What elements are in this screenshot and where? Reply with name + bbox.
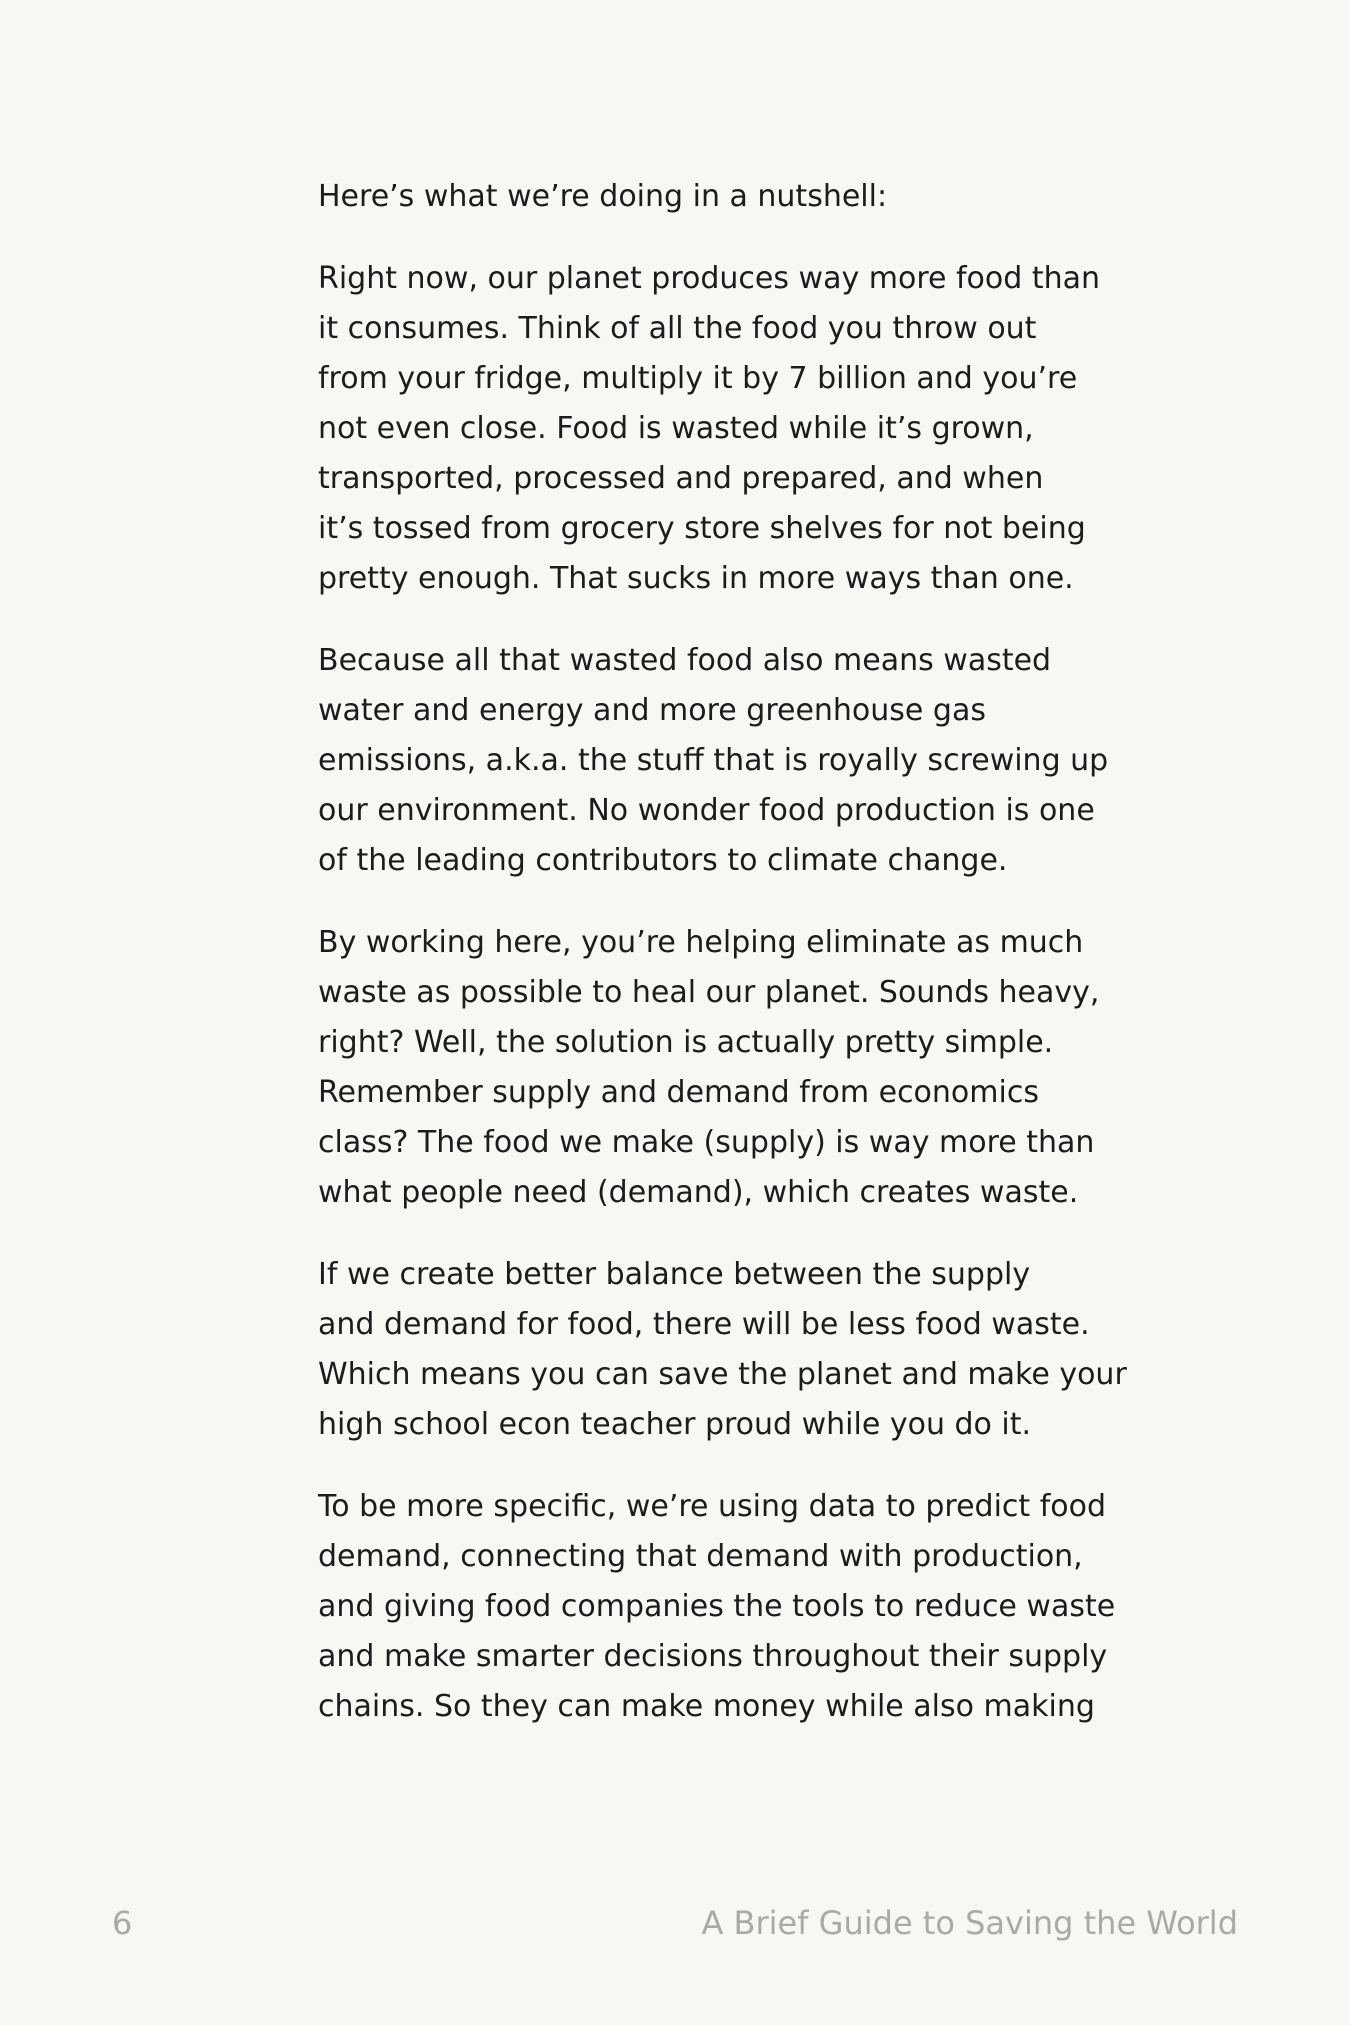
text-line: water and energy and more greenhouse gas (318, 693, 986, 728)
text-line: emissions, a.k.a. the stuff that is royally screwing up (318, 743, 1109, 778)
text-line: transported, processed and prepared, and when (318, 461, 1044, 496)
text-line: If we create better balance between the supply (318, 1257, 1031, 1292)
text-line: chains. So they can make money while also making (318, 1689, 1095, 1724)
text-line: pretty enough. That sucks in more ways than one. (318, 561, 1074, 596)
text-line: not even close. Food is wasted while it’s grown, (318, 411, 1034, 446)
text-line: from your fridge, multiply it by 7 billion and you’re (318, 361, 1078, 396)
text-line: high school econ teacher proud while you do it. (318, 1407, 1032, 1442)
text-line: Right now, our planet produces way more food than (318, 261, 1101, 296)
text-line: it’s tossed from grocery store shelves for not being (318, 511, 1086, 546)
text-line: and make smarter decisions throughout their supply (318, 1639, 1108, 1674)
text-line: By working here, you’re helping eliminate as much (318, 925, 1084, 960)
text-line: Which means you can save the planet and make your (318, 1357, 1127, 1392)
paragraph-data-prediction (318, 1482, 1148, 1732)
text-line: To be more specific, we’re using data to predict food (318, 1489, 1107, 1524)
paragraph-intro (318, 172, 1148, 222)
text-line: Because all that wasted food also means wasted (318, 643, 1052, 678)
text-line: and giving food companies the tools to reduce waste (318, 1589, 1116, 1624)
text-line: what people need (demand), which creates waste. (318, 1175, 1079, 1210)
text-line: right? Well, the solution is actually pretty simple. (318, 1025, 1054, 1060)
text-line: class? The food we make (supply) is way more than (318, 1125, 1095, 1160)
text-line: Here’s what we’re doing in a nutshell: (318, 179, 888, 214)
text-line: of the leading contributors to climate change. (318, 843, 1008, 878)
text-line: and demand for food, there will be less food waste. (318, 1307, 1090, 1342)
page-number: 6 (112, 1904, 133, 1942)
paragraph-food-overproduction (318, 254, 1148, 604)
page-footer (0, 1904, 1350, 1954)
paragraph-environmental-impact (318, 636, 1148, 886)
text-line: Remember supply and demand from economics (318, 1075, 1039, 1110)
paragraph-supply-demand (318, 918, 1148, 1218)
text-line: it consumes. Think of all the food you throw out (318, 311, 1037, 346)
paragraph-balance (318, 1250, 1148, 1450)
text-line: waste as possible to heal our planet. Sounds heavy, (318, 975, 1100, 1010)
text-line: our environment. No wonder food production is one (318, 793, 1095, 828)
body-text (318, 172, 1148, 1764)
text-line: demand, connecting that demand with production, (318, 1539, 1083, 1574)
running-title: A Brief Guide to Saving the World (701, 1904, 1238, 1942)
